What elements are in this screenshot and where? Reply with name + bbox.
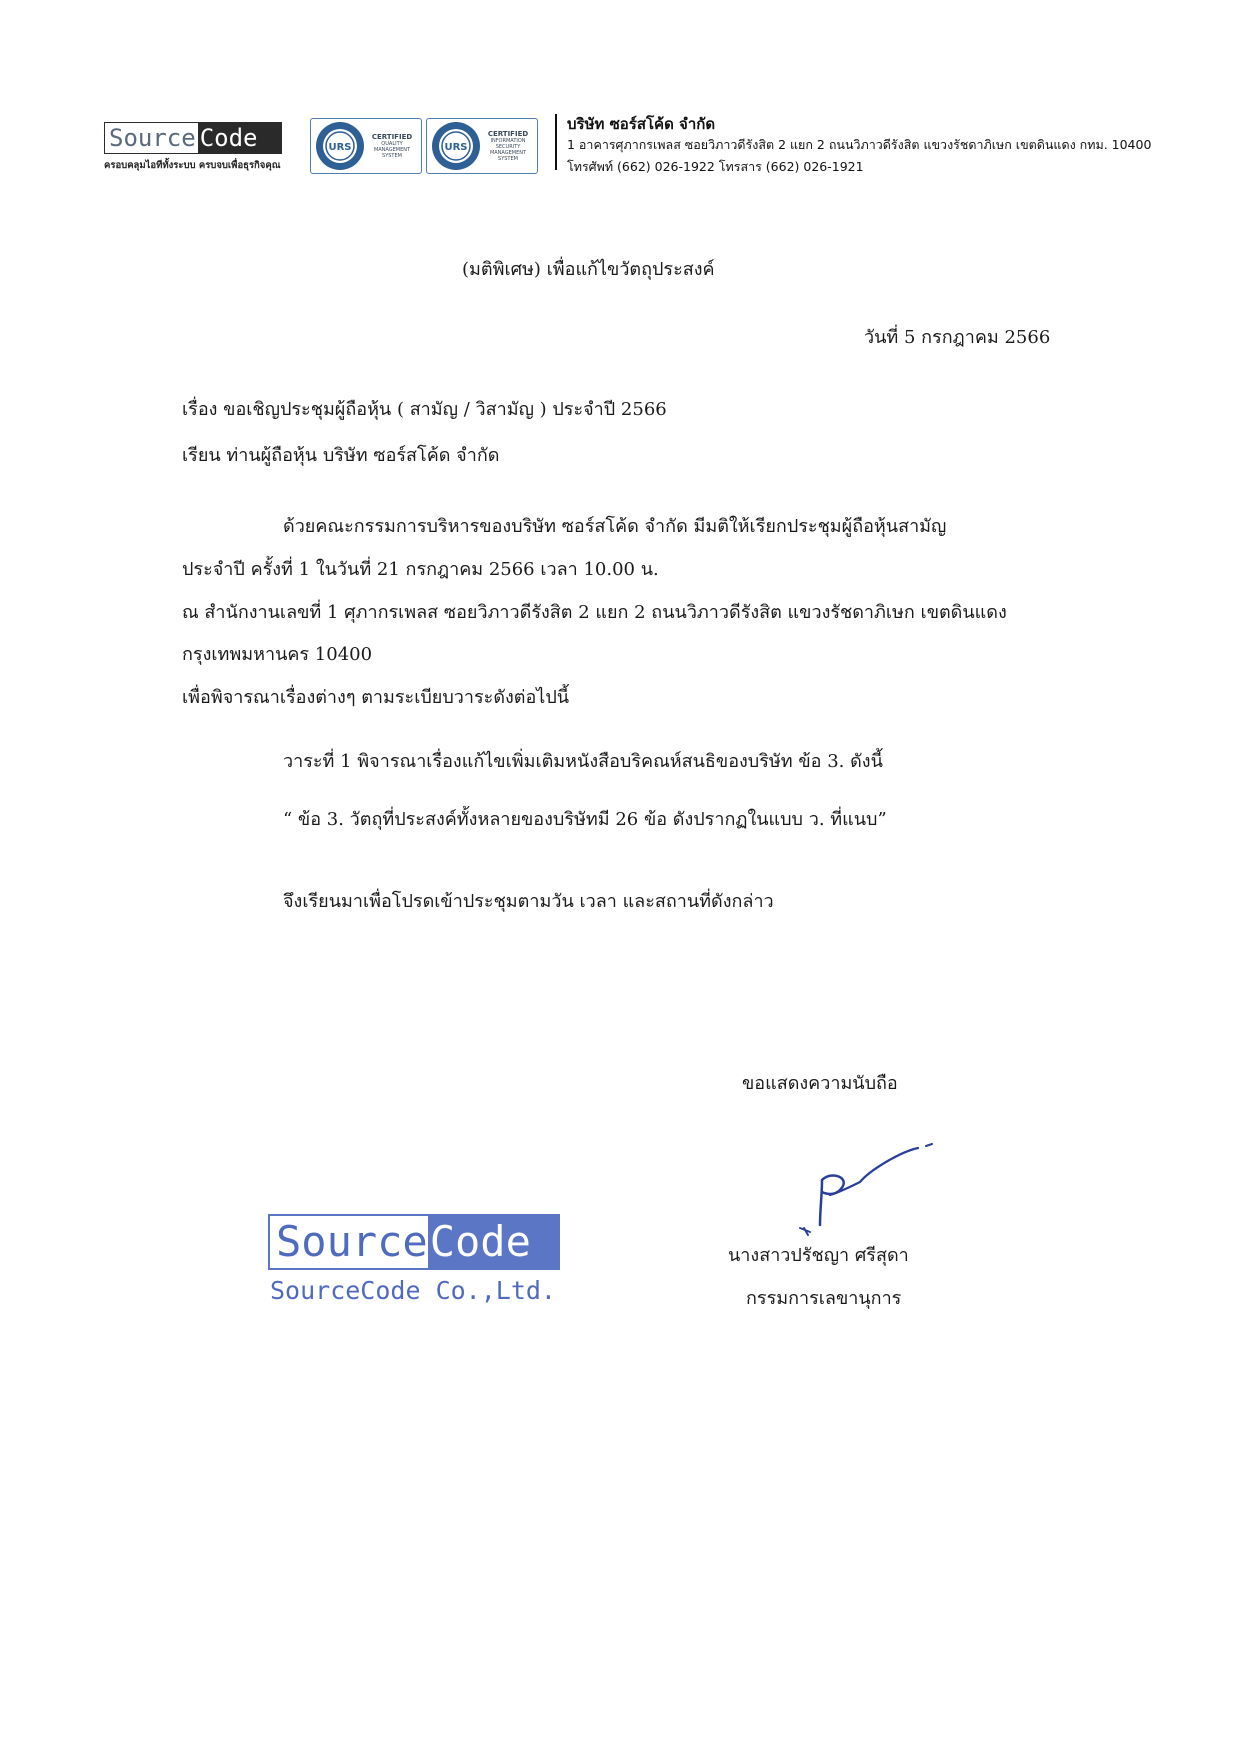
company-phone: โทรศัพท์ (662) 026-1922 โทรสาร (662) 026-1921 (567, 159, 864, 174)
agenda-item-1-quote: “ ข้อ 3. วัตถุที่ประสงค์ทั้งหลายของบริษัทมี 26 ข้อ ดังปรากฏในแบบ ว. ที่แนบ” (283, 809, 887, 830)
body-line-3: ณ สำนักงานเลขที่ 1 ศุภากรเพลส ซอยวิภาวดีรังสิต 2 แยก 2 ถนนวิภาวดีรังสิต แขวงรัชดาภิเษก เขตดินแดง (182, 602, 1007, 623)
badge-label: CERTIFIED (487, 130, 529, 138)
header-divider (555, 114, 557, 170)
badge-sub: QUALITY MANAGEMENT SYSTEM (373, 141, 411, 159)
company-stamp (268, 1214, 560, 1270)
badge-caption (369, 133, 415, 159)
certification-badge-security (426, 118, 538, 174)
certification-badge-quality (310, 118, 422, 174)
badge-label: CERTIFIED (371, 133, 413, 141)
certification-seal-icon (427, 120, 485, 172)
badge-caption (485, 130, 531, 162)
letter-date: วันที่ 5 กรกฎาคม 2566 (864, 327, 1051, 348)
regards-line: ขอแสดงความนับถือ (742, 1073, 898, 1094)
body-line-1: ด้วยคณะกรรมการบริหารของบริษัท ซอร์สโค้ด จำกัด มีมติให้เรียกประชุมผู้ถือหุ้นสามัญ (283, 516, 947, 537)
badge-mark: URS (328, 142, 352, 153)
signer-name: นางสาวปรัชญา ศรีสุดา (728, 1245, 909, 1266)
body-line-4: กรุงเทพมหานคร 10400 (182, 644, 373, 665)
logo-text-code: Code (198, 123, 281, 153)
company-address: 1 อาคารศุภากรเพลส ซอยวิภาวดีรังสิต 2 แยก 2 ถนนวิภาวดีรังสิต แขวงรัชดาภิเษก เขตดินแดง กทม. 10400 (567, 137, 1152, 152)
company-logo (104, 122, 282, 154)
letter-subject: เรื่อง ขอเชิญประชุมผู้ถือหุ้น ( สามัญ / วิสามัญ ) ประจำปี 2566 (182, 399, 667, 420)
stamp-subtitle: SourceCode Co.,Ltd. (270, 1276, 556, 1305)
company-name: บริษัท ซอร์สโค้ด จำกัด (567, 115, 716, 133)
certification-seal-icon (311, 120, 369, 172)
stamp-text-code: Code (428, 1216, 558, 1268)
handwritten-signature (760, 1140, 940, 1240)
closing-paragraph: จึงเรียนมาเพื่อโปรดเข้าประชุมตามวัน เวลา และสถานที่ดังกล่าว (283, 891, 774, 912)
signer-title: กรรมการเลขานุการ (746, 1288, 902, 1309)
stamp-text-source: Source (276, 1217, 428, 1266)
letter-recipient: เรียน ท่านผู้ถือหุ้น บริษัท ซอร์สโค้ด จำกัด (182, 445, 500, 466)
badge-mark: URS (444, 142, 468, 153)
body-line-2: ประจำปี ครั้งที่ 1 ในวันที่ 21 กรกฎาคม 2566 เวลา 10.00 น. (182, 559, 659, 580)
logo-tagline: ครอบคลุมไอทีทั้งระบบ ครบจบเพื่อธุรกิจคุณ (104, 160, 281, 171)
logo-text-source: Source (105, 123, 198, 153)
agenda-item-1: วาระที่ 1 พิจารณาเรื่องแก้ไขเพิ่มเติมหนังสือบริคณห์สนธิของบริษัท ข้อ 3. ดังนี้ (283, 751, 883, 772)
body-line-5: เพื่อพิจารณาเรื่องต่างๆ ตามระเบียบวาระดังต่อไปนี้ (182, 687, 570, 708)
letter-heading: (มติพิเศษ) เพื่อแก้ไขวัตถุประสงค์ (462, 259, 715, 280)
badge-sub: INFORMATION SECURITY MANAGEMENT SYSTEM (489, 138, 527, 162)
